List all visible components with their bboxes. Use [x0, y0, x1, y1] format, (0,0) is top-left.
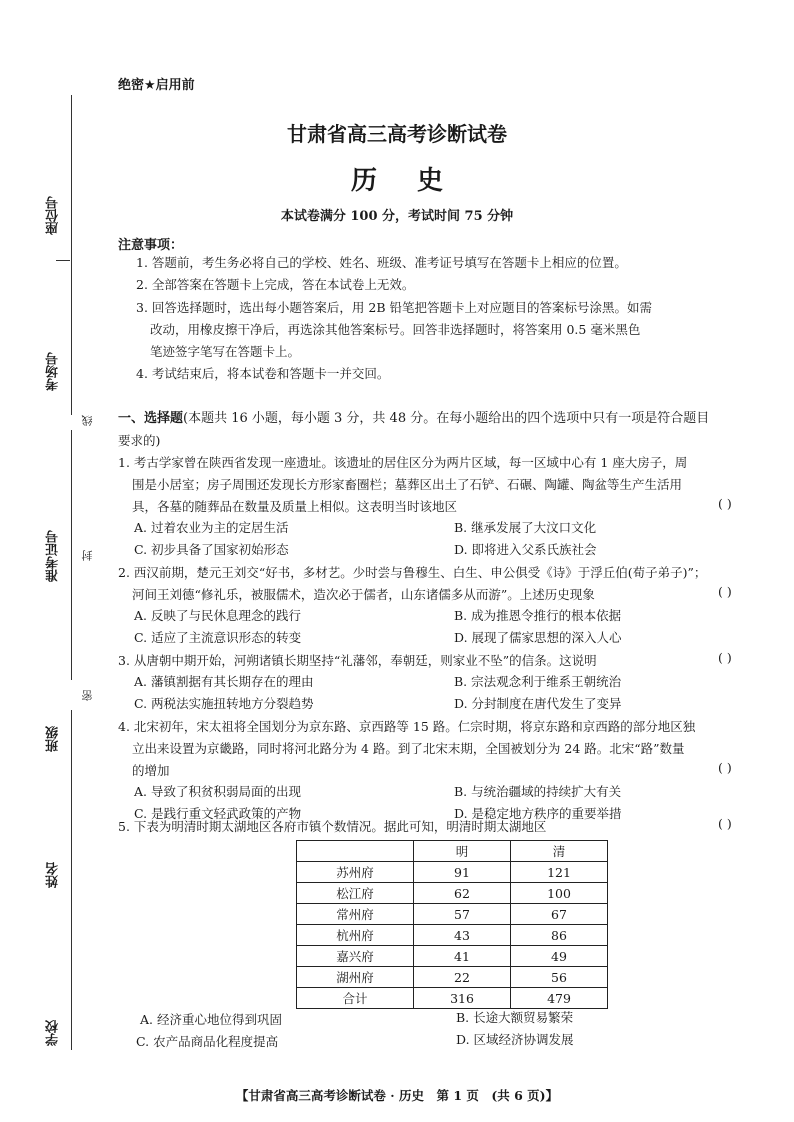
note-3-cont: 改动，用橡皮擦干净后，再选涂其他答案标号。回答非选择题时，将答案用 0.5 毫米黑色: [150, 322, 641, 337]
note-4: 4. 考试结束后，将本试卷和答题卡一并交回。: [136, 366, 390, 381]
q2-option-c: C. 适应了主流意识形态的转变: [134, 630, 302, 645]
q3-answer-paren: ( ): [718, 650, 732, 665]
q2-option-a: A. 反映了与民休息理念的践行: [134, 608, 301, 623]
binding-mark-mi: 密: [81, 690, 94, 701]
table-cell: 100: [511, 883, 608, 904]
q5-option-a: A. 经济重心地位得到巩固: [140, 1012, 282, 1027]
exam-title: 甘肃省高三高考诊断试卷: [287, 122, 507, 146]
note-3: 3. 回答选择题时，选出每小题答案后，用 2B 铅笔把答题卡上对应题目的答案标号涂黑。如需: [136, 300, 652, 315]
subject-title: 历史: [350, 166, 483, 196]
q2-option-b: B. 成为推恩令推行的根本依据: [454, 608, 622, 623]
q5-answer-paren: ( ): [718, 816, 732, 831]
q4-option-b: B. 与统治疆域的持续扩大有关: [454, 784, 622, 799]
q4-option-a: A. 导致了积贫积弱局面的出现: [134, 784, 301, 799]
school-label: 学校: [46, 1020, 61, 1046]
table-cell: 嘉兴府: [297, 946, 414, 967]
table-row: [297, 988, 608, 1009]
table-cell: 479: [511, 988, 608, 1009]
table-row: [297, 967, 608, 988]
binding-line-bottom: [71, 710, 72, 1050]
table-cell: 杭州府: [297, 925, 414, 946]
q1-line-1: 1. 考古学家曾在陕西省发现一座遗址。该遗址的居住区分为两片区域，每一区域中心有 1 座大房子，周: [118, 455, 688, 470]
table-cell: 86: [511, 925, 608, 946]
binding-line-mid: [71, 430, 72, 680]
binding-mark-feng: 封: [81, 550, 94, 561]
q4-option-c: C. 是践行重文轻武政策的产物: [134, 806, 302, 821]
note-3-cont2: 笔迹签字笔写在答题卡上。: [150, 344, 301, 359]
table-cell: 62: [414, 883, 511, 904]
table-cell: 316: [414, 988, 511, 1009]
table-cell: 湖州府: [297, 967, 414, 988]
binding-mark-xian: 线: [81, 415, 94, 426]
name-label: 姓名: [46, 862, 61, 888]
table-cell: 56: [511, 967, 608, 988]
table-cell: 清: [511, 841, 608, 862]
note-1: 1. 答题前，考生务必将自己的学校、姓名、班级、准考证号填写在答题卡上相应的位置。: [136, 255, 627, 270]
table-cell: 22: [414, 967, 511, 988]
table-row: [297, 883, 608, 904]
exam-room-label: 考场号: [46, 352, 61, 391]
table-cell: 49: [511, 946, 608, 967]
table-cell: [297, 841, 414, 862]
q1-option-a: A. 过着农业为主的定居生活: [134, 520, 289, 535]
seat-number-blank: [56, 260, 70, 261]
q3-option-a: A. 藩镇割据有其长期存在的理由: [134, 674, 314, 689]
q3-option-c: C. 两税法实施扭转地方分裂趋势: [134, 696, 314, 711]
confidential-mark: 绝密★启用前: [118, 78, 195, 93]
table-cell: 常州府: [297, 904, 414, 925]
q4-line-1: 4. 北宋初年，宋太祖将全国划分为京东路、京西路等 15 路。仁宗时期，将京东路和京西路的部分地区独: [118, 719, 696, 734]
section-desc-cont: 要求的): [118, 433, 161, 448]
table-cell: 松江府: [297, 883, 414, 904]
table-cell: 苏州府: [297, 862, 414, 883]
q4-line-3: 的增加: [132, 763, 170, 778]
table-cell: 41: [414, 946, 511, 967]
market-town-table: [296, 840, 608, 1009]
q1-answer-paren: ( ): [718, 496, 732, 511]
table-cell: 43: [414, 925, 511, 946]
q1-option-b: B. 继承发展了大汶口文化: [454, 520, 597, 535]
q4-line-2: 立出来设置为京畿路，同时将河北路分为 4 路。到了北宋末期，全国被划分为 24 路。北宋“路”数量: [132, 741, 685, 756]
q3-line-1: 3. 从唐朝中期开始，河朔诸镇长期坚持“礼藩邻，奉朝廷，则家业不坠”的信条。这说明: [118, 653, 597, 668]
table-cell: 合计: [297, 988, 414, 1009]
table-row: [297, 862, 608, 883]
q2-option-d: D. 展现了儒家思想的深入人心: [454, 630, 622, 645]
table-cell: 121: [511, 862, 608, 883]
seat-number-label: 座位号: [46, 196, 61, 235]
table-cell: 91: [414, 862, 511, 883]
page-footer: 【甘肃省高三高考诊断试卷 · 历史 第 1 页 (共 6 页)】: [235, 1088, 559, 1103]
q4-answer-paren: ( ): [718, 760, 732, 775]
table-row: [297, 904, 608, 925]
q1-line-3: 具，各墓的随葬品在数量及质量上相似。这表明当时该地区: [132, 499, 458, 514]
q5-line-1: 5. 下表为明清时期太湖地区各府市镇个数情况。据此可知，明清时期太湖地区: [118, 819, 547, 834]
table-header-row: [297, 841, 608, 862]
q2-line-1: 2. 西汉前期，楚元王刘交“好书，多材艺。少时尝与鲁穆生、白生、申公俱受《诗》于浮丘伯(荀子弟子)”；: [118, 565, 707, 580]
q2-line-2: 河间王刘德“修礼乐，被服儒术，造次必于儒者，山东诸儒多从而游”。上述历史现象: [132, 587, 595, 602]
q1-option-c: C. 初步具备了国家初始形态: [134, 542, 289, 557]
exam-info: 本试卷满分 100 分，考试时间 75 分钟: [280, 209, 514, 224]
section-desc: (本题共 16 小题，每小题 3 分，共 48 分。在每小题给出的四个选项中只有一项是符合题目: [183, 411, 710, 426]
q5-option-b: B. 长途大额贸易繁荣: [456, 1010, 574, 1025]
q1-line-2: 围是小居室；房子周围还发现长方形家畜圈栏；墓葬区出土了石铲、石碾、陶罐、陶盆等生产生活用: [132, 477, 683, 492]
note-2: 2. 全部答案在答题卡上完成，答在本试卷上无效。: [136, 277, 415, 292]
class-label: 班级: [46, 726, 61, 752]
q5-option-c: C. 农产品商品化程度提高: [136, 1034, 279, 1049]
q3-option-b: B. 宗法观念利于维系王朝统治: [454, 674, 622, 689]
table-cell: 明: [414, 841, 511, 862]
table-row: [297, 925, 608, 946]
table-row: [297, 946, 608, 967]
table-cell: 67: [511, 904, 608, 925]
section-title: 一、选择题: [118, 411, 184, 426]
table-cell: 57: [414, 904, 511, 925]
q4-option-d: D. 是稳定地方秩序的重要举措: [454, 806, 622, 821]
notes-title: 注意事项：: [118, 238, 184, 253]
q2-answer-paren: ( ): [718, 584, 732, 599]
q1-option-d: D. 即将进入父系氏族社会: [454, 542, 597, 557]
q5-option-d: D. 区域经济协调发展: [456, 1032, 574, 1047]
q3-option-d: D. 分封制度在唐代发生了变异: [454, 696, 622, 711]
ticket-number-label: 准考证号: [46, 530, 61, 582]
section-header: [118, 408, 758, 430]
